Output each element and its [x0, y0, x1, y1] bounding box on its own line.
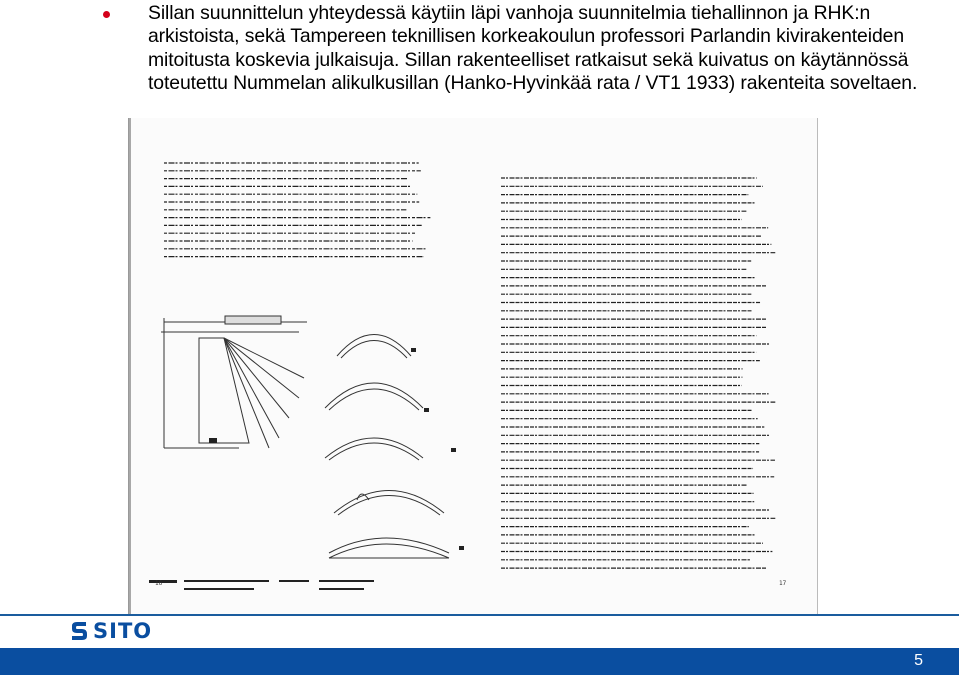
- page-number: 5: [914, 652, 923, 669]
- logo-s-icon: [68, 620, 90, 642]
- left-page-number: 16: [155, 580, 163, 587]
- scanned-document-icon: [129, 118, 817, 615]
- bullet-dot-icon: [103, 11, 110, 18]
- footer-bar: [0, 648, 959, 675]
- company-logo: [68, 620, 152, 642]
- footer-rule: [0, 614, 959, 616]
- bullet-text: Sillan suunnittelun yhteydessä käytiin läpi vanhoja suunnitelmia tiehallinnon ja RHK:n arkistoista, sekä Tampereen teknillisen korkeakoulun professori Parlandin kivirakenteiden mitoitusta koskevia julkaisuja. Sillan rakenteelliset ratkaisut sekä kuivatus on käytännössä toteutettu Nummelan alikulkusillan (Hanko-Hyvinkää rata / VT1 1933) rakenteita soveltaen.: [148, 2, 918, 95]
- right-page-number: 17: [779, 580, 787, 587]
- logo-text: SITO: [93, 619, 153, 643]
- scanned-document-image: [128, 118, 818, 615]
